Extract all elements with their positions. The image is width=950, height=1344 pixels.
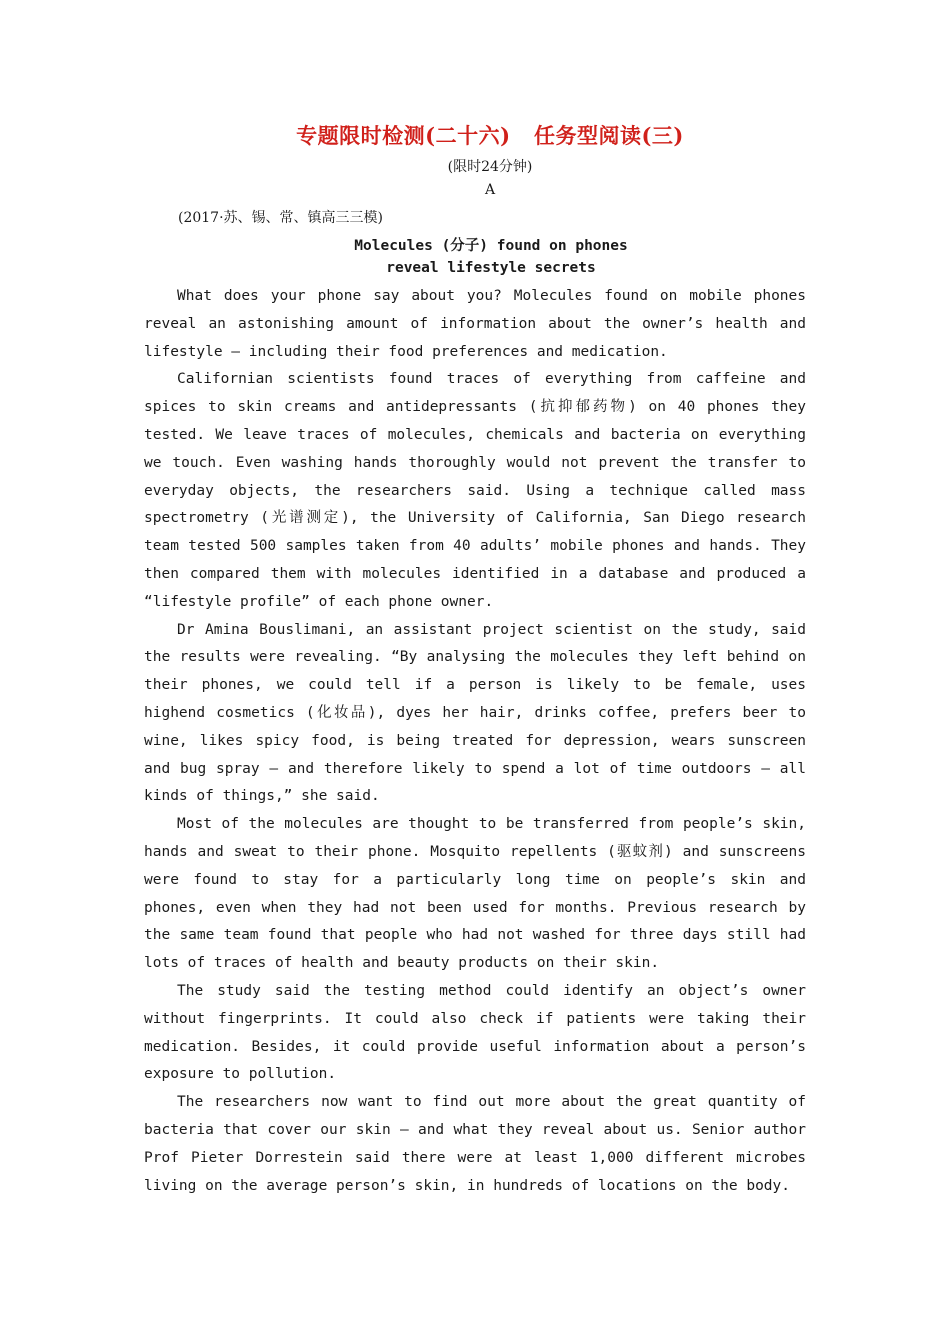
article-body (144, 283, 806, 1200)
paragraph: What does your phone say about you? Molecules found on mobile phones reveal an astonishing amount of information about the owner’s health and lifestyle — including their food preferences and medication. (144, 288, 806, 360)
paragraph: The study said the testing method could identify an object’s owner without fingerprints. It could also check if patients were taking their medication. Besides, it could provide useful information about a person’s exposure to pollution. (144, 982, 806, 1083)
paragraph: Dr Amina Bouslimani, an assistant project scientist on the study, said the results were revealing. “By analysing the molecules they left behind on their phones, we could tell if a person is likely to be female, uses highend cosmetics (化妆品), dyes her hair, drinks coffee, prefers beer to wine, likes spicy food, is being treated for depression, wears sunscreen and bug spray — and therefore likely to spend a lot of time outdoors — all kinds of things,” she said. (144, 621, 806, 805)
paragraph: The researchers now want to find out more about the great quantity of bacteria that cover our skin — and what they reveal about us. Senior author Prof Pieter Dorrestein said there were at least 1,000 different microbes living on the average person’s skin, in hundreds of locations on the body. (144, 1094, 806, 1194)
article-headline-line1: Molecules (分子) found on phones (354, 238, 628, 254)
section-label: A (484, 182, 496, 198)
source-note: (2017·苏、锡、常、镇高三三模) (178, 210, 384, 226)
paragraph: Most of the molecules are thought to be transferred from people’s skin, hands and sweat to their phone. Mosquito repellents (驱蚊剂) and sunscreens were found to stay for a particularly long time on people’s skin and phones, even when they had not been used for months. Previous research by the same team found that people who had not washed for three days still had lots of traces of health and beauty products on their skin. (144, 816, 806, 972)
paragraph: Californian scientists found traces of everything from caffeine and spices to skin creams and antidepressants (抗抑郁药物) on 40 phones they tested. We leave traces of molecules, chemicals and bacteria on everything we touch. Even washing hands thoroughly would not prevent the transfer to everyday objects, the researchers said. Using a technique called mass spectrometry (光谱测定), the University of California, San Diego research team tested 500 samples taken from 40 adults’ mobile phones and hands. They then compared them with molecules identified in a database and produced a “lifestyle profile” of each phone owner. (144, 371, 806, 610)
article-headline-line2: reveal lifestyle secrets (386, 260, 596, 276)
time-limit: (限时24分钟) (447, 159, 533, 175)
page-title: 专题限时检测(二十六) 任务型阅读(三) (296, 123, 684, 148)
